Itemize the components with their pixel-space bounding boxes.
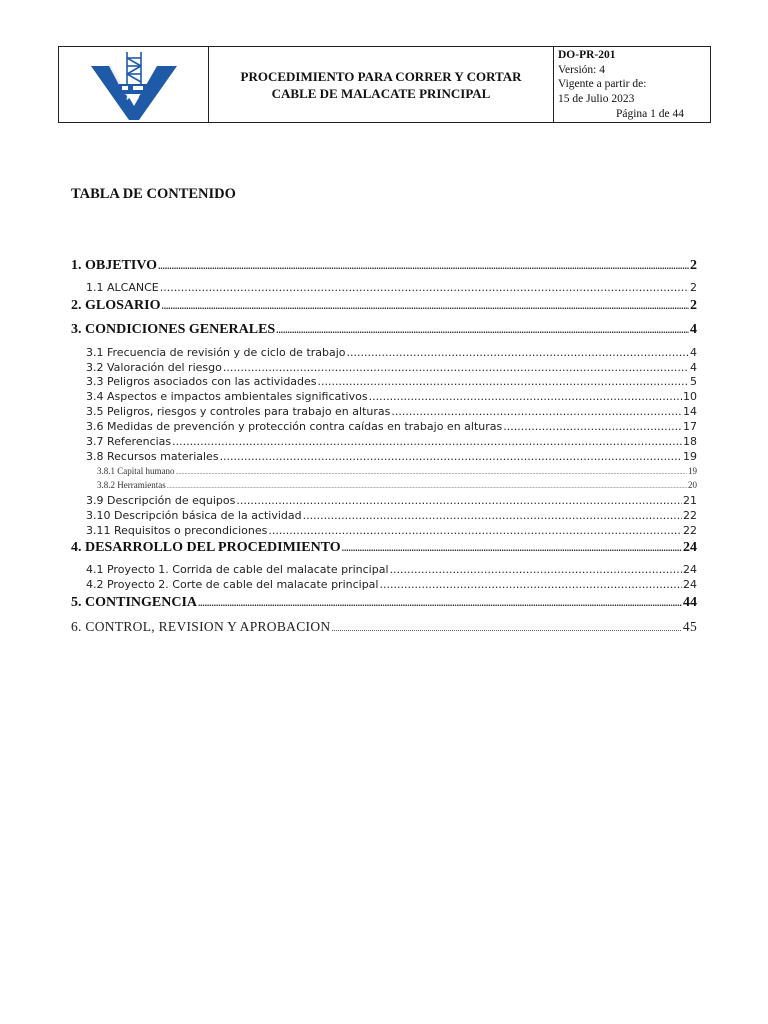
toc-entry-page: 17 (683, 420, 697, 433)
toc-entry-label: 3.2 Valoración del riesgo (86, 361, 222, 374)
document-title (209, 47, 554, 122)
toc-entry[interactable] (86, 281, 697, 294)
toc-leader (318, 375, 689, 388)
toc-entry[interactable] (86, 563, 697, 576)
toc-entry-page: 14 (683, 405, 697, 418)
toc-entry[interactable] (71, 322, 697, 338)
toc-leader (160, 281, 689, 294)
toc-entry[interactable] (86, 420, 697, 433)
toc-entry[interactable] (97, 480, 697, 490)
toc-entry-label: 3.4 Aspectos e impactos ambientales significativos (86, 390, 368, 403)
toc-entry-label: 3.11 Requisitos o precondiciones (86, 524, 268, 537)
toc-entry-page: 19 (688, 466, 697, 476)
toc-entry-label: 5. CONTINGENCIA (71, 595, 198, 610)
toc-entry[interactable] (86, 346, 697, 359)
toc-entry-page: 2 (690, 258, 697, 273)
toc-entry-page: 18 (683, 435, 697, 448)
toc-entry[interactable] (97, 466, 697, 476)
toc-entry-page: 10 (683, 390, 697, 403)
toc-entry[interactable] (86, 405, 697, 418)
toc-entry-label: 3.6 Medidas de prevención y protección contra caídas en trabajo en alturas (86, 420, 503, 433)
toc-entry-page: 24 (683, 540, 697, 555)
toc-entry[interactable] (86, 450, 697, 463)
toc-leader (172, 435, 682, 448)
toc-entry[interactable] (86, 494, 697, 507)
toc-leader (342, 543, 682, 553)
document-code: DO-PR-201 (558, 49, 616, 61)
toc-leader (276, 325, 689, 335)
toc-entry-label: 6. CONTROL, REVISION Y APROBACION (71, 619, 331, 634)
toc-leader (198, 598, 682, 608)
valid-from-date: 15 de Julio 2023 (558, 92, 635, 105)
toc-leader (220, 450, 682, 463)
title-line-2: CABLE DE MALACATE PRINCIPAL (271, 85, 491, 101)
toc-leader (379, 578, 682, 591)
toc-entry-page: 45 (682, 619, 697, 634)
toc-entry-page: 4 (690, 361, 697, 374)
toc-entry[interactable] (86, 509, 697, 522)
toc-entry-page: 19 (683, 450, 697, 463)
toc-entry[interactable] (86, 578, 697, 591)
toc-leader (503, 420, 682, 433)
toc-entry-label: 3.1 Frecuencia de revisión y de ciclo de trabajo (86, 346, 346, 359)
toc-leader (268, 524, 682, 537)
toc-entry[interactable] (71, 298, 697, 314)
toc-leader (303, 509, 682, 522)
toc-entry-page: 4 (690, 346, 697, 359)
company-logo (89, 50, 179, 120)
toc-entry[interactable] (71, 595, 697, 611)
toc-leader (161, 301, 689, 311)
toc-entry-page: 2 (690, 281, 697, 294)
toc-entry-label: 3.9 Descripción de equipos (86, 494, 236, 507)
toc-leader (369, 390, 682, 403)
toc-leader (223, 361, 689, 374)
title-line-1: PROCEDIMIENTO PARA CORRER Y CORTAR (240, 68, 522, 84)
toc-entry-page: 20 (688, 480, 697, 490)
toc-entry[interactable] (71, 540, 697, 556)
toc-entry-page: 5 (690, 375, 697, 388)
company-logo-cell (59, 47, 209, 122)
toc-entry-label: 3. CONDICIONES GENERALES (71, 322, 276, 337)
toc-entry-page: 44 (683, 595, 697, 610)
toc-entry-page: 4 (690, 322, 697, 337)
document-header (58, 46, 711, 123)
valid-from-label: Vigente a partir de: (558, 78, 647, 90)
toc-entry-page: 24 (683, 563, 697, 576)
document-version: Versión: 4 (558, 63, 605, 76)
toc-entry-page: 24 (683, 578, 697, 591)
toc-entry-label: 1.1 ALCANCE (86, 281, 159, 294)
toc-entry-label: 4. DESARROLLO DEL PROCEDIMIENTO (71, 540, 341, 555)
toc-leader (158, 261, 689, 271)
toc-entry-page: 21 (683, 494, 697, 507)
toc-entry[interactable] (71, 619, 697, 635)
toc-leader (391, 405, 682, 418)
toc-leader (167, 484, 687, 490)
toc-entry-label: 3.7 Referencias (86, 435, 172, 448)
toc-entry-label: 3.8 Recursos materiales (86, 450, 219, 463)
toc-entry-label: 4.1 Proyecto 1. Corrida de cable del malacate principal (86, 563, 389, 576)
toc-leader (176, 470, 688, 476)
toc-entry-page: 22 (683, 509, 697, 522)
toc-entry-label: 4.2 Proyecto 2. Corte de cable del malacate principal (86, 578, 379, 591)
toc-entry-label: 3.3 Peligros asociados con las actividades (86, 375, 317, 388)
toc-entry-page: 2 (690, 298, 697, 313)
toc-heading: TABLA DE CONTENIDO (71, 186, 236, 202)
toc-entry-label: 3.8.1 Capital humano (97, 466, 175, 476)
toc-leader (390, 563, 682, 576)
toc-entry-label: 3.5 Peligros, riesgos y controles para trabajo en alturas (86, 405, 391, 418)
toc-entry[interactable] (86, 375, 697, 388)
toc-leader (331, 624, 681, 633)
page-number: Página 1 de 44 (615, 107, 684, 120)
toc-entry-label: 3.10 Descripción básica de la actividad (86, 509, 302, 522)
toc-entry-page: 22 (683, 524, 697, 537)
toc-entry-label: 2. GLOSARIO (71, 298, 161, 313)
toc-entry[interactable] (71, 258, 697, 274)
toc-leader (236, 494, 682, 507)
toc-entry[interactable] (86, 390, 697, 403)
toc-entry[interactable] (86, 524, 697, 537)
toc-entry-label: 3.8.2 Herramientas (97, 480, 166, 490)
toc-entry[interactable] (86, 435, 697, 448)
toc-entry[interactable] (86, 361, 697, 374)
toc-leader (347, 346, 689, 359)
toc-entry-label: 1. OBJETIVO (71, 258, 158, 273)
document-meta (554, 47, 710, 122)
